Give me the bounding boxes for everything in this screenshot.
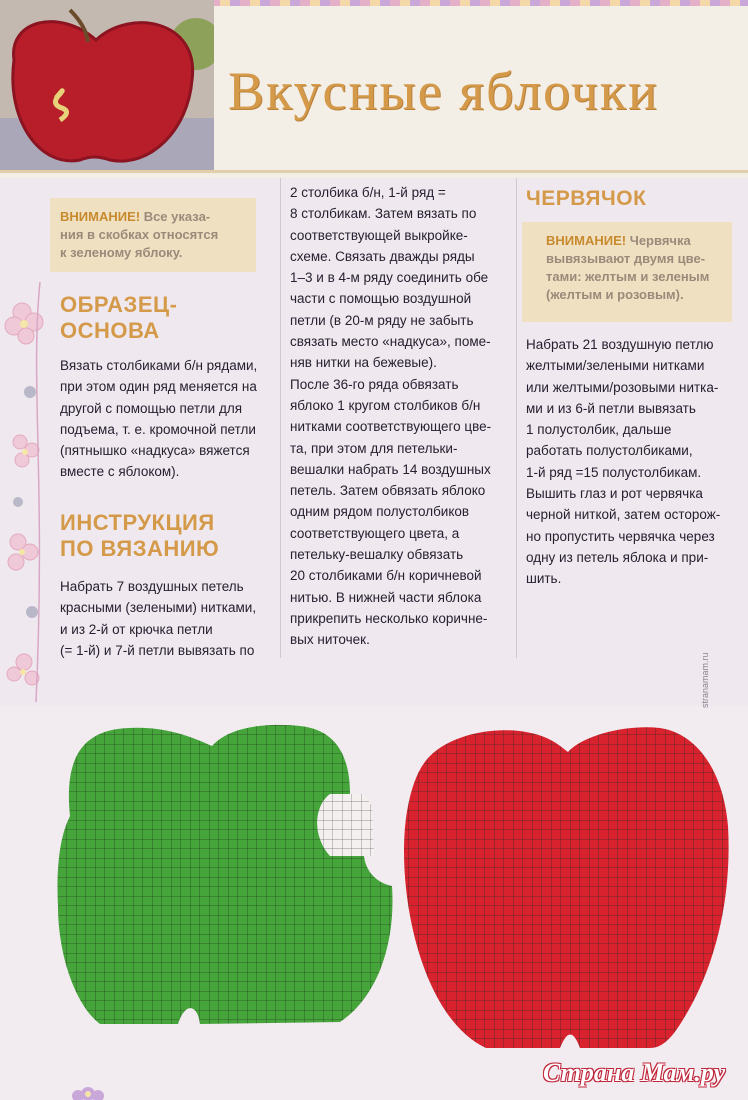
text-line: Вязать столбиками б/н рядами, [60, 358, 258, 373]
note-right-lead: ВНИМАНИЕ! [546, 233, 627, 248]
text-line: (= 1-й) и 7-й петли вывязать по [60, 642, 255, 658]
section-title-line: ИНСТРУКЦИЯ [60, 510, 215, 535]
watermark-small: stranamam.ru [700, 652, 710, 708]
section-title-worm: ЧЕРВЯЧОК [526, 187, 647, 210]
middle-column-body [290, 182, 512, 651]
text-line: схеме. Связать дважды ряды [290, 248, 475, 264]
text-line: 1 полустолбик, дальше [526, 422, 672, 438]
charts-svg [0, 706, 748, 1100]
section-title-line: ОСНОВА [60, 318, 160, 343]
text-line: вых ниточек. [290, 632, 370, 648]
note-left-lead: ВНИМАНИЕ! [60, 209, 141, 224]
text-line: вместе с яблоком). [60, 464, 180, 480]
text-line: ми и из 6-й петли вывязать [526, 400, 696, 416]
apple-photo [0, 0, 214, 172]
text-line: или желтыми/розовыми нитка- [526, 379, 719, 395]
text-line: работать полустолбиками, [526, 443, 693, 459]
text-line: 1–3 и в 4-м ряду соединить обе [290, 270, 489, 286]
note-left-line: Все указа- [140, 209, 211, 224]
note-left-line: к зеленому яблоку. [60, 245, 183, 260]
text-line: Вышить глаз и рот червячка [526, 486, 703, 502]
text-line: Набрать 21 воздушную петлю [526, 337, 714, 352]
text-line: желтыми/зелеными нитками [526, 358, 705, 374]
note-right-line: (желтым и розовым). [546, 287, 684, 302]
flower-icon [68, 1076, 108, 1100]
header-divider [0, 170, 748, 173]
column-divider [516, 178, 517, 658]
watermark-logo: Страна Мам.ру [543, 1058, 726, 1087]
section-title-base [60, 292, 177, 344]
text-line: После 36-го ряда обвязать [290, 376, 459, 392]
text-line: вешалки набрать 14 воздушных [290, 461, 491, 477]
note-right-line: тами: желтым и зеленым [546, 269, 710, 284]
note-right-line: вывязывают двумя цве- [546, 251, 706, 266]
red-apple-chart [396, 716, 736, 1056]
note-left-text [60, 208, 256, 262]
text-line: Набрать 7 воздушных петель [60, 579, 244, 594]
text-line: 1-й ряд =15 полустолбикам. [526, 464, 702, 480]
text-line: но пропустить червячка через [526, 528, 715, 544]
knitting-charts [0, 706, 748, 1100]
text-line: прикрепить несколько коричне- [290, 610, 488, 626]
section-instructions-body [60, 576, 274, 661]
note-right-line: Червячка [626, 233, 691, 248]
page-title: Вкусные яблочки [228, 61, 659, 121]
text-line: при этом один ряд меняется на [60, 379, 257, 395]
text-line: петельку-вешалку обвязать [290, 547, 464, 563]
text-line: подъема, т. е. кромочной петли [60, 421, 256, 437]
text-line: нитками соответствующего цве- [290, 419, 492, 435]
note-left-line: ния в скобках относятся [60, 227, 219, 242]
text-line: яблоко 1 кругом столбиков б/н [290, 397, 481, 413]
text-line: та, при этом для петельки- [290, 440, 458, 456]
text-line: петли (в 20-м ряду не забыть [290, 312, 474, 328]
red-apple-grid [396, 716, 736, 1056]
text-line: связать место «надкуса», поме- [290, 334, 491, 350]
text-line: 8 столбикам. Затем вязать по [290, 206, 477, 222]
note-right-text [546, 232, 732, 304]
text-line: соответствующей выкройке- [290, 227, 468, 243]
section-title-line: ОБРАЗЕЦ- [60, 292, 178, 317]
section-worm-body [526, 334, 740, 590]
text-line: (пятнышко «надкуса» вяжется [60, 443, 250, 459]
text-line: красными (зелеными) нитками, [60, 600, 257, 616]
text-line: нитью. В нижней части яблока [290, 589, 482, 605]
green-apple-chart [40, 716, 410, 1046]
section-title-line: ПО ВЯЗАНИЮ [60, 536, 220, 561]
text-line: 2 столбика б/н, 1-й ряд = [290, 185, 446, 200]
text-line: другой с помощью петли для [60, 400, 243, 416]
text-line: шить. [526, 571, 562, 587]
text-line: одну из петель яблока и при- [526, 549, 709, 565]
floral-border [0, 282, 50, 702]
section-title-instructions [60, 510, 219, 562]
text-line: 20 столбиками б/н коричневой [290, 568, 482, 584]
text-line: соответствующего цвета, а [290, 525, 460, 541]
text-line: петель. Затем обвязать яблоко [290, 483, 486, 499]
text-line: и из 2-й от крючка петли [60, 621, 213, 637]
green-apple-grid [40, 716, 410, 1046]
text-line: черной ниткой, затем осторож- [526, 507, 721, 523]
text-line: одним рядом полустолбиков [290, 504, 470, 520]
section-base-body [60, 355, 270, 483]
text-line: няв нитки на бежевые). [290, 355, 437, 371]
text-line: части с помощью воздушной [290, 291, 472, 307]
column-divider [280, 178, 281, 658]
